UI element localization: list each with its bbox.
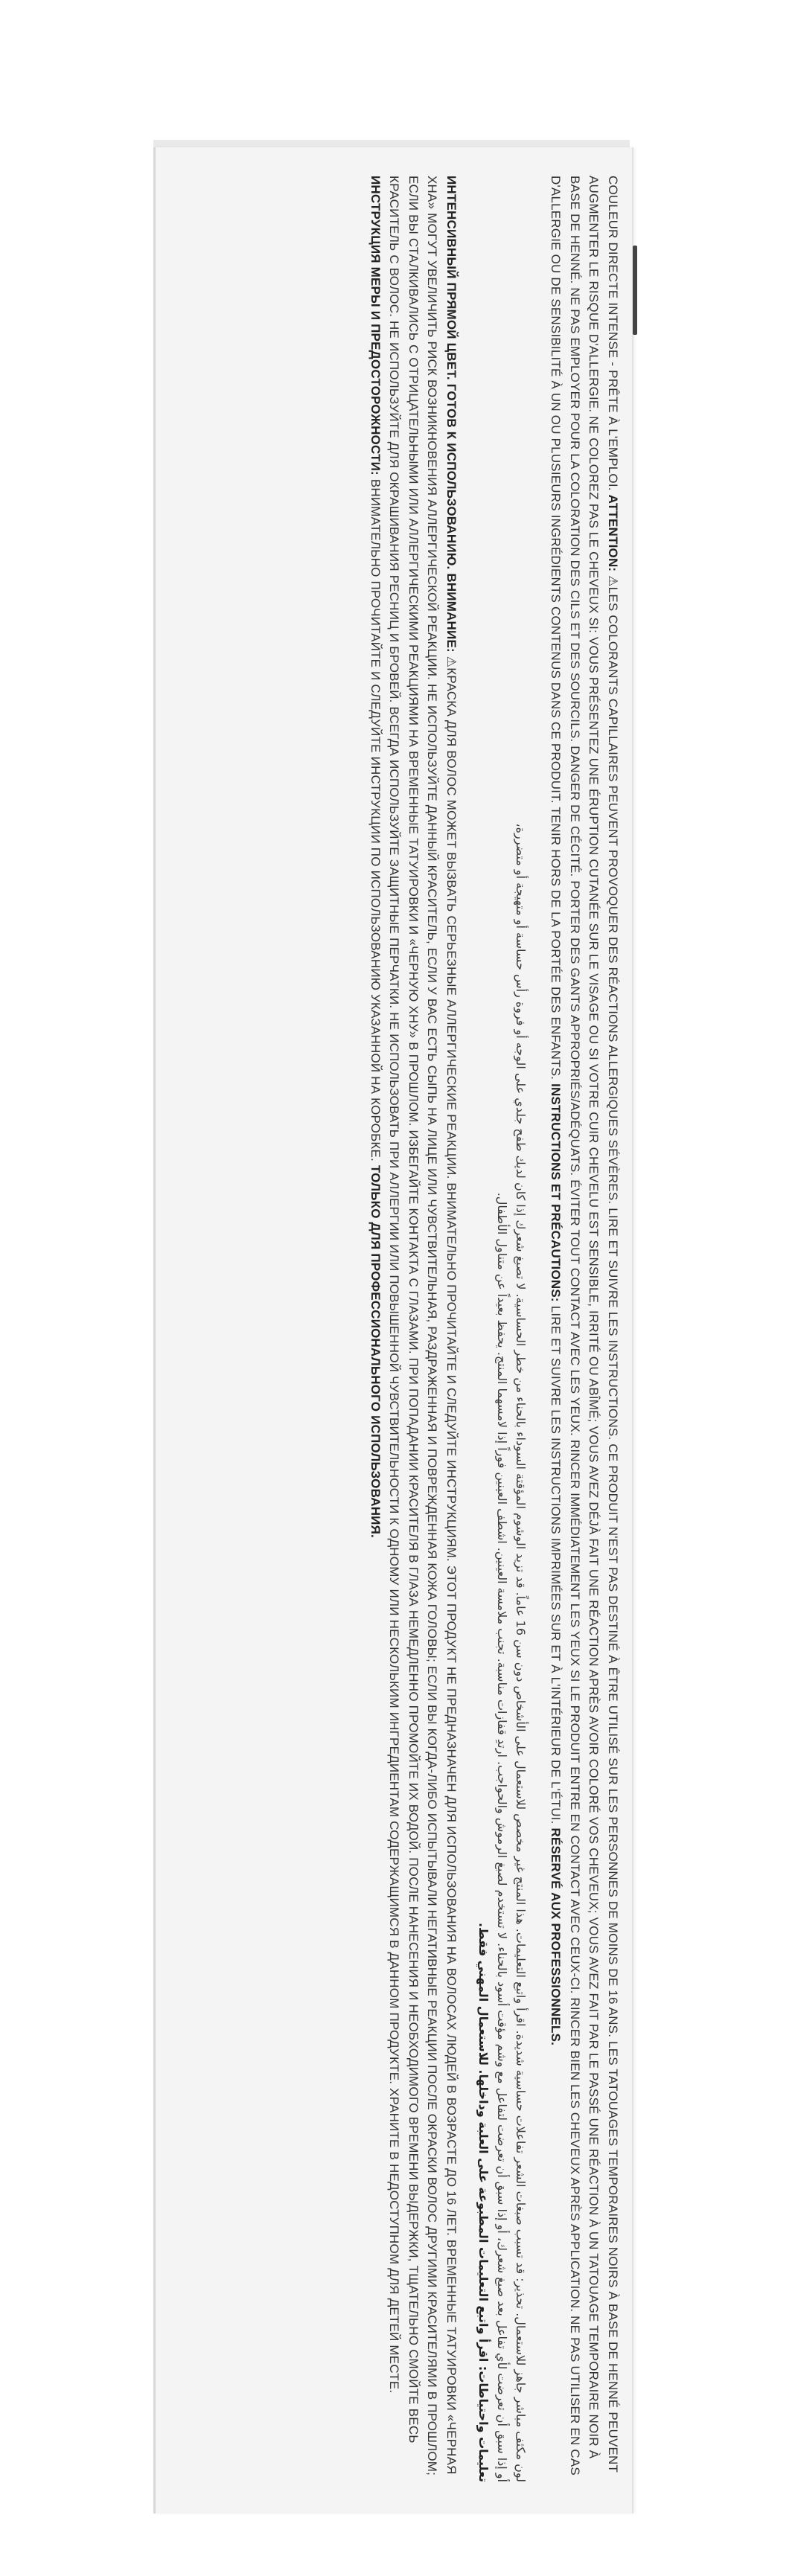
russian-lead: ИНТЕНСИВНЫЙ ПРЯМОЙ ЦВЕТ. ГОТОВ К ИСПОЛЬЗОВАНИЮ.	[444, 176, 459, 574]
french-warning	[546, 176, 622, 2482]
russian-reserved: ТОЛЬКО ДЛЯ ПРОФЕССИОНАЛЬНОГО ИСПОЛЬЗОВАНИЯ.	[368, 1164, 383, 1538]
russian-warning	[366, 176, 462, 2482]
arabic-line-2: أو إذا سبق أن تعرضت لأي تفاعل بعد صبغ شعرك، أو إذا سبق أن تعرضت لتفاعل مع وشم مؤقت أسود بالحناء. لا تستخدم لصبغ الرموش والحواجب. ارتدِ قفازات مناسبة. تجنب ملامسة العينين. اشطف العينين فوراً إذا لامسهما المنتج. يحفظ بعيداً عن متناول الأطفال.	[495, 1192, 509, 2482]
russian-attention-label: ВНИМАНИЕ:	[444, 573, 459, 656]
arabic-line-3: تعليمات واحتياطات: اقرأ واتبع التعليمات المطبوعة على العلبة وداخلها. للاستعمال المهني فقط.	[476, 1922, 491, 2482]
warning-text-block	[168, 176, 622, 2482]
russian-instructions-label: ИНСТРУКЦИЯ МЕРЫ И ПРЕДОСТОРОЖНОСТИ:	[368, 176, 383, 479]
arabic-warning	[474, 176, 530, 2482]
arabic-line-1: لون مكثف مباشر جاهز للاستعمال. تحذير: قد تسبب صبغات الشعر تفاعلات حساسية شديدة. اقرأ واتبع التعليمات. هذا المنتج غير مخصص للاستعمال على الأشخاص دون سن 16 عاماً. قد تزيد الوشوم المؤقتة السوداء بالحناء من خطر الحساسية. لا تصبغ شعرك إذا كان لديك طفح جلدي على الوجه أو فروة رأس حساسة أو متهيجة أو متضررة،	[514, 823, 528, 2482]
box-dark-edge	[633, 246, 637, 335]
french-body: ⚠LES COLORANTS CAPILLAIRES PEUVENT PROVOQUER DES RÉACTIONS ALLERGIQUES SÉVÈRES. LIRE ET SUIVRE LES INSTRUCTIONS. CE PRODUIT N'EST PAS DESTINÉ À ÊTRE UTILISÉ SUR LES PERSONNES DE MOINS DE 16 ANS. LES TATOUAGES TEMPORAIRES NOIRS À BASE DE HENNÉ PEUVENT AUGMENTER LE RISQUE D'ALLERGIE. NE COLOREZ PAS LE CHEVEUX SI: VOUS PRÉSENTEZ UNE ÉRUPTION CUTANÉE SUR LE VISAGE OU SI VOTRE CUIR CHEVELU EST SENSIBLE, IRRITÉ OU ABÎMÉ; VOUS AVEZ DÉJÀ FAIT UNE RÉACTION APRÈS AVOIR COLORÉ VOS CHEVEUX; VOUS AVEZ FAIT PAR LE PASSÉ UNE RÉACTION À UN TATOUAGE TEMPORAIRE NOIR À BASE DE HENNÉ. NE PAS EMPLOYER POUR LA COLORATION DES CILS ET DES SOURCILS. DANGER DE CÉCITÉ. PORTER DES GANTS APPROPRIÉS/ADÉQUATS. ÉVITER TOUT CONTACT AVEC LES YEUX. RINCER IMMÉDIATEMENT LES YEUX SI LE PRODUIT ENTRE EN CONTACT AVEC CEUX-CI. RINCER BIEN LES CHEVEUX APRÈS APPLICATION. NE PAS UTILISER EN CAS D'ALLERGIE OU DE SENSIBILITÉ À UN OU PLUSIEURS INGRÉDIENTS CONTENUS DANS CE PRODUIT. TENIR HORS DE LA PORTÉE DES ENFANTS.	[549, 176, 620, 2476]
french-attention-label: ATTENTION:	[606, 494, 620, 576]
russian-instructions-body: ВНИМАТЕЛЬНО ПРОЧИТАЙТЕ И СЛЕДУЙТЕ ИНСТРУКЦИИ ПО ИСПОЛЬЗОВАНИЮ УКАЗАННОЙ НА КОРОБКЕ.	[368, 478, 383, 1165]
russian-body: ⚠КРАСКА ДЛЯ ВОЛОС МОЖЕТ ВЫЗВАТЬ СЕРЬЕЗНЫЕ АЛЛЕРГИЧЕСКИЕ РЕАКЦИИ. ВНИМАТЕЛЬНО ПРОЧИТАЙТЕ И СЛЕДУЙТЕ ИНСТРУКЦИЯМ. ЭТОТ ПРОДУКТ НЕ ПРЕДНАЗНАЧЕН ДЛЯ ИСПОЛЬЗОВАНИЯ НА ВОЛОСАХ ЛЮДЕЙ В ВОЗРАСТЕ ДО 16 ЛЕТ. ВРЕМЕННЫЕ ТАТУИРОВКИ «ЧЕРНАЯ ХНА» МОГУТ УВЕЛИЧИТЬ РИСК ВОЗНИКНОВЕНИЯ АЛЛЕРГИЧЕСКОЙ РЕАКЦИИ. НЕ ИСПОЛЬЗУЙТЕ ДАННЫЙ КРАСИТЕЛЬ, ЕСЛИ У ВАС ЕСТЬ СЫПЬ НА ЛИЦЕ ИЛИ ЧУВСТВИТЕЛЬНАЯ, РАЗДРАЖЕННАЯ И ПОВРЕЖДЕННАЯ КОЖА ГОЛОВЫ; ЕСЛИ ВЫ КОГДА-ЛИБО ИСПЫТЫВАЛИ НЕГАТИВНЫЕ РЕАКЦИИ ПОСЛЕ ОКРАСКИ ВОЛОС ДРУГИМИ КРАСИТЕЛЯМИ В ПРОШЛОМ; ЕСЛИ ВЫ СТАЛКИВАЛИСЬ С ОТРИЦАТЕЛЬНЫМИ ИЛИ АЛЛЕРГИЧЕСКИМИ РЕАКЦИЯМИ НА ВРЕМЕННЫЕ ТАТУИРОВКИ И «ЧЕРНУЮ ХНУ» В ПРОШЛОМ. ИЗБЕГАЙТЕ КОНТАКТА С ГЛАЗАМИ. ПРИ ПОПАДАНИИ КРАСИТЕЛЯ В ГЛАЗА НЕМЕДЛЕННО ПРОМОЙТЕ ИХ ВОДОЙ. ПОСЛЕ НАНЕСЕНИЯ И НЕОБХОДИМОГО ВРЕМЕНИ ВЫДЕРЖКИ, ТЩАТЕЛЬНО СМОЙТЕ ВЕСЬ КРАСИТЕЛЬ С ВОЛОС. НЕ ИСПОЛЬЗУЙТЕ ДЛЯ ОКРАШИВАНИЯ РЕСНИЦ И БРОВЕЙ. ВСЕГДА ИСПОЛЬЗУЙТЕ ЗАЩИТНЫЕ ПЕРЧАТКИ. НЕ ИСПОЛЬЗОВАТЬ ПРИ АЛЛЕРГИИ ИЛИ ПОВЫШЕННОЙ ЧУВСТВИТЕЛЬНОСТИ К ОДНОМУ ИЛИ НЕСКОЛЬКИМ ИНГРЕДИЕНТАМ СОДЕРЖАЩИМСЯ В ДАННОМ ПРОДУКТЕ. ХРАНИТЕ В НЕДОСТУПНОМ ДЛЯ ДЕТЕЙ МЕСТЕ.	[387, 176, 459, 2476]
french-instructions-body: LIRE ET SUIVRE LES INSTRUCTIONS IMPRIMÉES SUR ET À L'INTÉRIEUR DE L'ÉTUI.	[549, 1305, 563, 1828]
french-reserved: RÉSERVÉ AUX PROFESSIONNELS.	[549, 1827, 563, 2046]
french-instructions-label: INSTRUCTIONS ET PRÉCAUTIONS:	[549, 1083, 563, 1306]
french-lead: COULEUR DIRECTE INTENSE - PRÊTE À L'EMPLOI.	[606, 176, 620, 495]
